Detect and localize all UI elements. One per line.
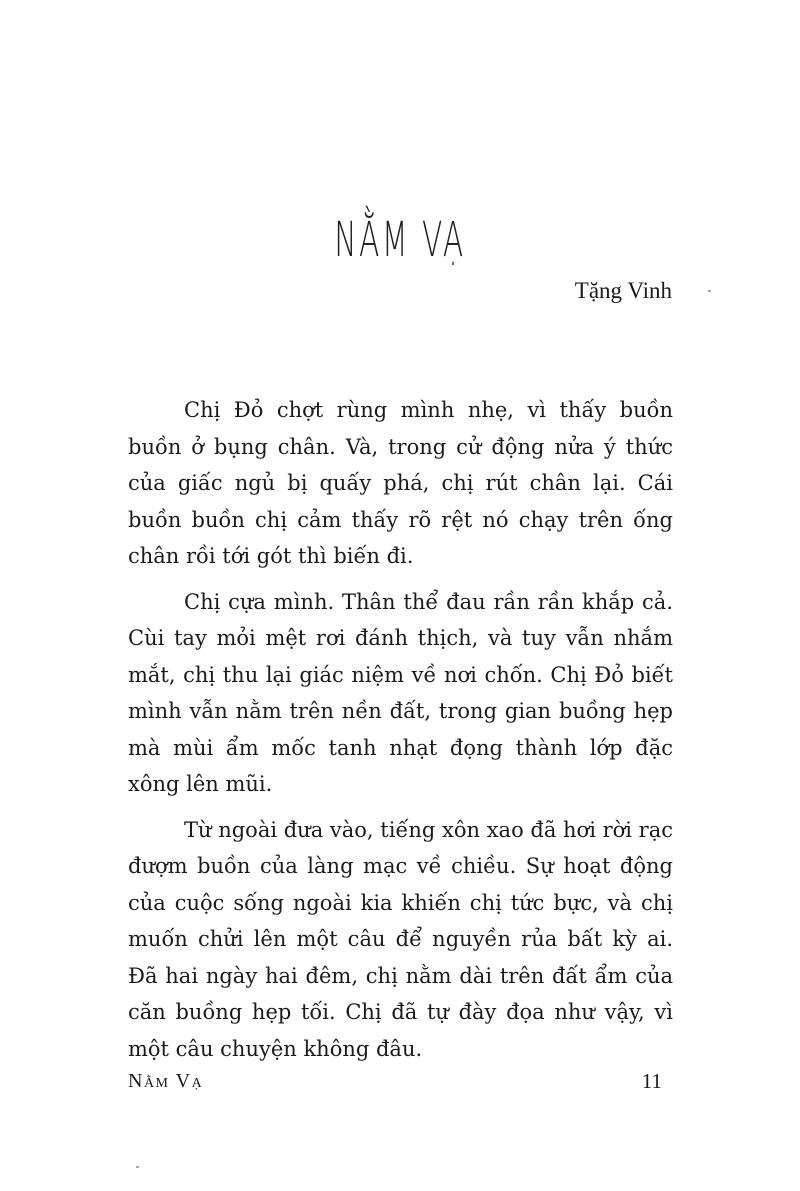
scan-speck <box>708 290 711 292</box>
paragraph: Chị cựa mình. Thân thể đau rần rần khắp cả. Cùi tay mỏi mệt rơi đánh thịch, và tuy vẫn nhắm mắt, chị thu lại giác niệm về nơi chốn. Chị Đỏ biết mình vẫn nằm trên nền đất, trong gian buồng hẹp mà mùi ẩm mốc tanh nhạt đọng thành lớp đặc xông lên mũi. <box>128 589 673 796</box>
running-head: Nằm Vạ <box>128 1070 204 1092</box>
chapter-title: NẰM VẠ <box>334 212 466 268</box>
scan-speck <box>136 1166 139 1168</box>
page-number: 11 <box>641 1069 662 1093</box>
body-text <box>128 392 673 1076</box>
paragraph: Chị Đỏ chợt rùng mình nhẹ, vì thấy buồn buồn ở bụng chân. Và, trong cử động nửa ý thức của giấc ngủ bị quấy phá, chị rút chân lại. Cái buồn buồn chị cảm thấy rõ rệt nó chạy trên ống chân rồi tới gót thì biến đi. <box>128 398 673 568</box>
dedication: Tặng Vinh <box>574 278 672 303</box>
paragraph: Từ ngoài đưa vào, tiếng xôn xao đã hơi rời rạc đượm buồn của làng mạc về chiều. Sự hoạt động của cuộc sống ngoài kia khiến chị tức bực, và chị muốn chửi lên một câu để nguyền rủa bất kỳ ai. Đã hai ngày hai đêm, chị nằm dài trên đất ẩm của căn buồng hẹp tối. Chị đã tự đày đọa như vậy, vì một câu chuyện không đâu. <box>128 817 673 1061</box>
